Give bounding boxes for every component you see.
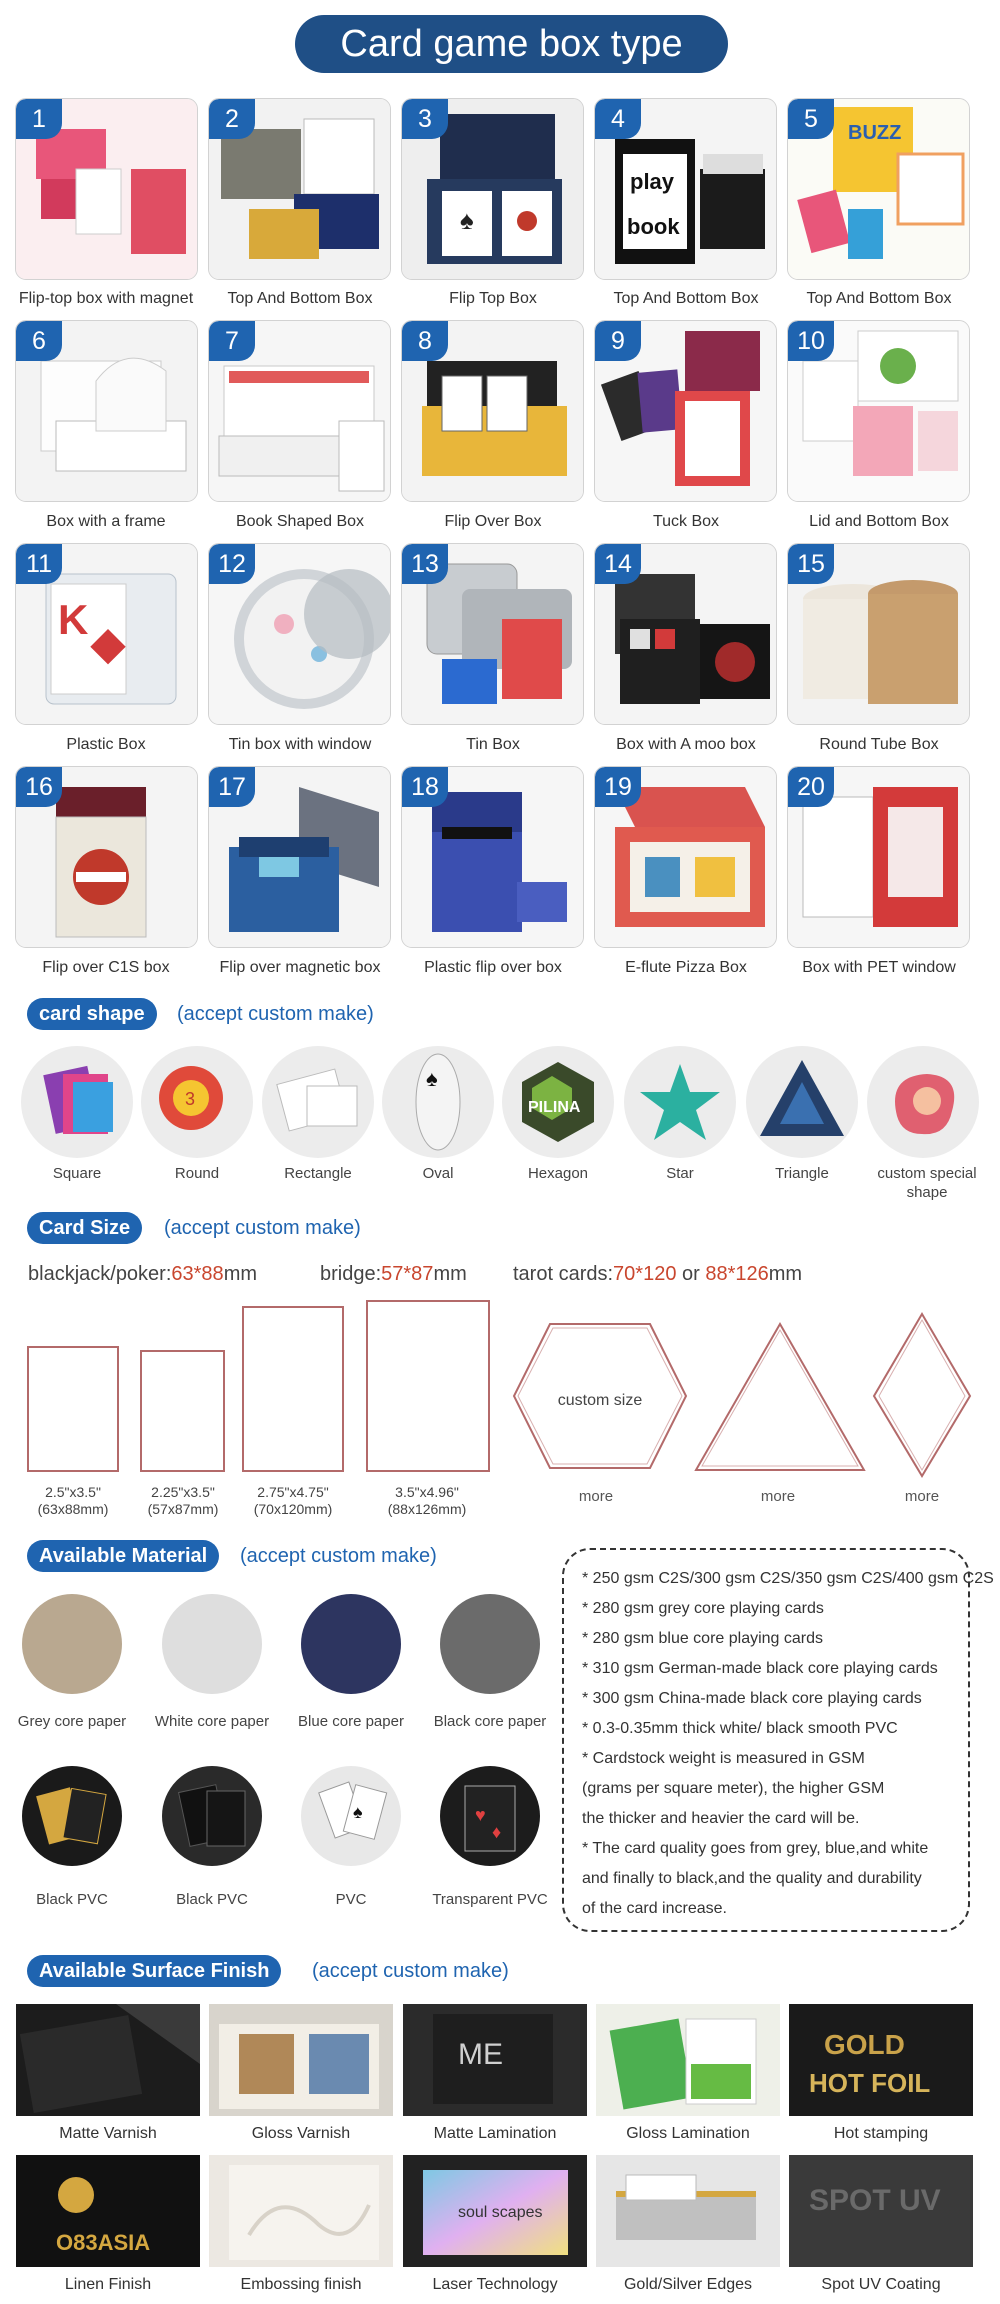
box-number: 10 [788, 321, 834, 361]
finish-label-9: Gold/Silver Edges [623, 2276, 753, 2293]
box-type-card-19[interactable] [594, 766, 777, 948]
box-caption-18: Plastic flip over box [424, 959, 562, 976]
note-line: of the card increase. [582, 1900, 727, 1917]
box-caption-6: Box with a frame [46, 513, 166, 530]
size-label-4: 3.5"x4.96" (88x126mm) [387, 1484, 467, 1517]
shape-label-hexagon: Hexagon [527, 1165, 589, 1182]
note-line: * 0.3-0.35mm thick white/ black smooth PVC [582, 1720, 898, 1737]
material-notes-box [562, 1548, 994, 1932]
thumb-asia-text: O83ASIA [56, 2230, 151, 2255]
card-size-heading: Card Size [27, 1212, 142, 1244]
box-caption-5: Top And Bottom Box [806, 290, 952, 307]
box-number: 17 [209, 767, 255, 807]
finish-heading: Available Surface Finish [27, 1955, 281, 1987]
finish-label-4: Gloss Lamination [626, 2125, 750, 2142]
size-triangle-outline [690, 1320, 870, 1480]
size-diamond-outline [870, 1310, 974, 1480]
box-caption-17: Flip over magnetic box [219, 959, 381, 976]
svg-text:♥: ♥ [475, 1805, 486, 1825]
finish-gold-silver-edges-image [596, 2155, 780, 2267]
box-caption-11: Plastic Box [66, 736, 146, 753]
note-line: * 300 gsm China-made black core playing cards [582, 1690, 922, 1707]
finish-label-6: Linen Finish [64, 2276, 152, 2293]
page-title: Card game box type [295, 15, 728, 73]
material-pvc-image [301, 1766, 401, 1866]
shape-star-image [624, 1046, 736, 1158]
box-number: 3 [402, 99, 448, 139]
material-label-1: Grey core paper [17, 1713, 127, 1730]
material-label-4: Black core paper [433, 1713, 547, 1730]
size-line-blackjack: blackjack/poker:63*88mm [28, 1263, 258, 1285]
box-number: 5 [788, 99, 834, 139]
material-label-3: Blue core paper [298, 1713, 404, 1730]
material-blue-core-image [301, 1594, 401, 1694]
thumb-buzz-text: BUZZ [848, 122, 902, 144]
size-label-1: 2.5"x3.5" (63x88mm) [37, 1484, 109, 1517]
shape-label-oval: Oval [422, 1165, 454, 1182]
thumb-k-text: K [58, 596, 89, 643]
finish-label-5: Hot stamping [833, 2125, 929, 2142]
box-caption-13: Tin Box [466, 736, 520, 753]
box-number: 12 [209, 544, 255, 584]
thumb-spotuv-text: SPOT UV [809, 2184, 941, 2217]
box-type-card-1[interactable] [15, 98, 198, 280]
finish-linen-image [16, 2155, 200, 2267]
shape-rectangle-image [262, 1046, 374, 1158]
material-heading: Available Material [27, 1540, 219, 1572]
box-number: 15 [788, 544, 834, 584]
thumb-soul-text: soul scapes [458, 2204, 543, 2221]
card-shape-heading: card shape [27, 998, 157, 1030]
svg-text:♠: ♠ [426, 1066, 438, 1091]
box-type-card-2[interactable] [208, 98, 391, 280]
shape-label-triangle: Triangle [775, 1165, 829, 1182]
size-line-bridge: bridge:57*87mm [320, 1263, 467, 1285]
finish-label-10: Spot UV Coating [821, 2276, 941, 2293]
material-note: (accept custom make) [240, 1545, 437, 1567]
box-type-card-4[interactable] [594, 98, 777, 280]
box-type-card-13[interactable] [401, 543, 584, 725]
note-line: * The card quality goes from grey, blue,and white [582, 1840, 929, 1857]
shape-label-rectangle: Rectangle [284, 1165, 352, 1182]
material-label-8: Transparent PVC [432, 1891, 548, 1908]
size-value-tarot-2: 88*126 [705, 1263, 769, 1285]
thumb-play-text: play [630, 169, 675, 194]
finish-hot-stamping-image [789, 2004, 973, 2116]
note-line: * Cardstock weight is measured in GSM [582, 1750, 865, 1767]
box-number: 19 [595, 767, 641, 807]
material-black-pvc-image-2 [162, 1766, 262, 1866]
finish-gloss-varnish-image [209, 2004, 393, 2116]
size-label-2: 2.25"x3.5" (57x87mm) [147, 1484, 219, 1517]
finish-matte-varnish-image [16, 2004, 200, 2116]
note-line: * 250 gsm C2S/300 gsm C2S/350 gsm C2S/400 gsm C2S [582, 1570, 994, 1587]
finish-laser-image [403, 2155, 587, 2267]
shape-label-round: Round [174, 1165, 220, 1182]
box-type-card-3[interactable] [401, 98, 584, 280]
box-caption-15: Round Tube Box [819, 736, 939, 753]
shape-custom-image [867, 1046, 979, 1158]
box-caption-16: Flip over C1S box [42, 959, 170, 976]
note-line: and finally to black,and the quality and durability [582, 1870, 922, 1887]
finish-gloss-lamination-image [596, 2004, 780, 2116]
box-number: 13 [402, 544, 448, 584]
box-caption-3: Flip Top Box [449, 290, 537, 307]
material-label-2: White core paper [154, 1713, 270, 1730]
finish-label-3: Matte Lamination [433, 2125, 557, 2142]
size-value-tarot-1: 70*120 [613, 1263, 677, 1285]
shape-oval-image [382, 1046, 494, 1158]
svg-text:♠: ♠ [353, 1802, 363, 1822]
box-number: 7 [209, 321, 255, 361]
note-line: the thicker and heavier the card will be. [582, 1810, 860, 1827]
box-caption-14: Box with A moo box [616, 736, 756, 753]
note-line: * 280 gsm blue core playing cards [582, 1630, 824, 1647]
svg-text:♠: ♠ [460, 205, 474, 235]
shape-round-image [141, 1046, 253, 1158]
finish-spot-uv-image [789, 2155, 973, 2267]
size-line-tarot: tarot cards:70*120 or 88*126mm [513, 1263, 803, 1285]
more-label-diamond: more [904, 1488, 940, 1505]
custom-size-label: custom size [557, 1392, 643, 1409]
box-caption-12: Tin box with window [228, 736, 372, 753]
more-label-hexagon: more [578, 1488, 614, 1505]
thumb-round-num: 3 [185, 1089, 196, 1109]
box-number: 20 [788, 767, 834, 807]
thumb-book-text: book [627, 214, 680, 239]
size-label-3: 2.75"x4.75" (70x120mm) [253, 1484, 333, 1517]
shape-square-image [21, 1046, 133, 1158]
size-outline-63x88 [27, 1346, 119, 1472]
material-white-core-image [162, 1594, 262, 1694]
svg-text:♦: ♦ [492, 1822, 502, 1842]
box-caption-19: E-flute Pizza Box [625, 959, 747, 976]
box-type-card-6[interactable] [15, 320, 198, 502]
box-number: 6 [16, 321, 62, 361]
box-type-card-15[interactable] [787, 543, 970, 725]
finish-label-7: Embossing finish [240, 2276, 362, 2293]
size-value-bridge: 57*87 [381, 1263, 434, 1285]
thumb-pilina-text: PILINA [528, 1099, 581, 1116]
material-label-6: Black PVC [176, 1891, 248, 1908]
box-caption-9: Tuck Box [652, 513, 720, 530]
box-type-card-8[interactable] [401, 320, 584, 502]
box-number: 14 [595, 544, 641, 584]
box-caption-10: Lid and Bottom Box [809, 513, 949, 530]
finish-matte-lamination-image [403, 2004, 587, 2116]
material-grey-core-image [22, 1594, 122, 1694]
box-type-card-5[interactable] [787, 98, 970, 280]
material-black-core-image [440, 1594, 540, 1694]
shape-label-custom: custom special shape [877, 1165, 977, 1201]
box-number: 16 [16, 767, 62, 807]
box-number: 18 [402, 767, 448, 807]
card-size-note: (accept custom make) [164, 1217, 361, 1239]
material-label-5: Black PVC [36, 1891, 108, 1908]
box-number: 9 [595, 321, 641, 361]
more-label-triangle: more [760, 1488, 796, 1505]
shape-label-star: Star [666, 1165, 694, 1182]
finish-label-8: Laser Technology [432, 2276, 558, 2293]
box-caption-1: Flip-top box with magnet [18, 290, 194, 307]
size-outline-70x120 [242, 1306, 344, 1472]
box-number: 1 [16, 99, 62, 139]
box-type-card-14[interactable] [594, 543, 777, 725]
note-line: * 280 gsm grey core playing cards [582, 1600, 824, 1617]
box-number: 11 [16, 544, 62, 584]
shape-hexagon-image [502, 1046, 614, 1158]
box-type-card-18[interactable] [401, 766, 584, 948]
shape-label-square: Square [52, 1165, 102, 1182]
box-type-card-20[interactable] [787, 766, 970, 948]
box-caption-8: Flip Over Box [444, 513, 542, 530]
note-line: (grams per square meter), the higher GSM [582, 1780, 885, 1797]
box-caption-4: Top And Bottom Box [613, 290, 759, 307]
material-transparent-pvc-image [440, 1766, 540, 1866]
card-shape-note: (accept custom make) [177, 1003, 374, 1025]
size-outline-88x126 [366, 1300, 490, 1472]
finish-label-1: Matte Varnish [59, 2125, 157, 2142]
thumb-hotfoil-text: HOT FOIL [809, 2068, 931, 2098]
material-black-pvc-image-1 [22, 1766, 122, 1866]
shape-triangle-image [746, 1046, 858, 1158]
box-type-card-17[interactable] [208, 766, 391, 948]
thumb-gold-text: GOLD [824, 2029, 905, 2060]
box-caption-7: Book Shaped Box [235, 513, 365, 530]
note-line: * 310 gsm German-made black core playing cards [582, 1660, 938, 1677]
box-type-card-10[interactable] [787, 320, 970, 502]
box-type-card-9[interactable] [594, 320, 777, 502]
size-outline-57x87 [140, 1350, 225, 1472]
box-type-card-11[interactable] [15, 543, 198, 725]
finish-label-2: Gloss Varnish [251, 2125, 351, 2142]
box-number: 8 [402, 321, 448, 361]
box-number: 2 [209, 99, 255, 139]
finish-embossing-image [209, 2155, 393, 2267]
box-caption-20: Box with PET window [802, 959, 956, 976]
thumb-me-text: ME [458, 2038, 503, 2071]
box-number: 4 [595, 99, 641, 139]
material-label-7: PVC [335, 1891, 367, 1908]
box-type-card-16[interactable] [15, 766, 198, 948]
size-value-blackjack: 63*88 [171, 1263, 224, 1285]
box-type-card-7[interactable] [208, 320, 391, 502]
box-caption-2: Top And Bottom Box [227, 290, 373, 307]
box-type-card-12[interactable] [208, 543, 391, 725]
finish-note: (accept custom make) [312, 1960, 509, 1982]
